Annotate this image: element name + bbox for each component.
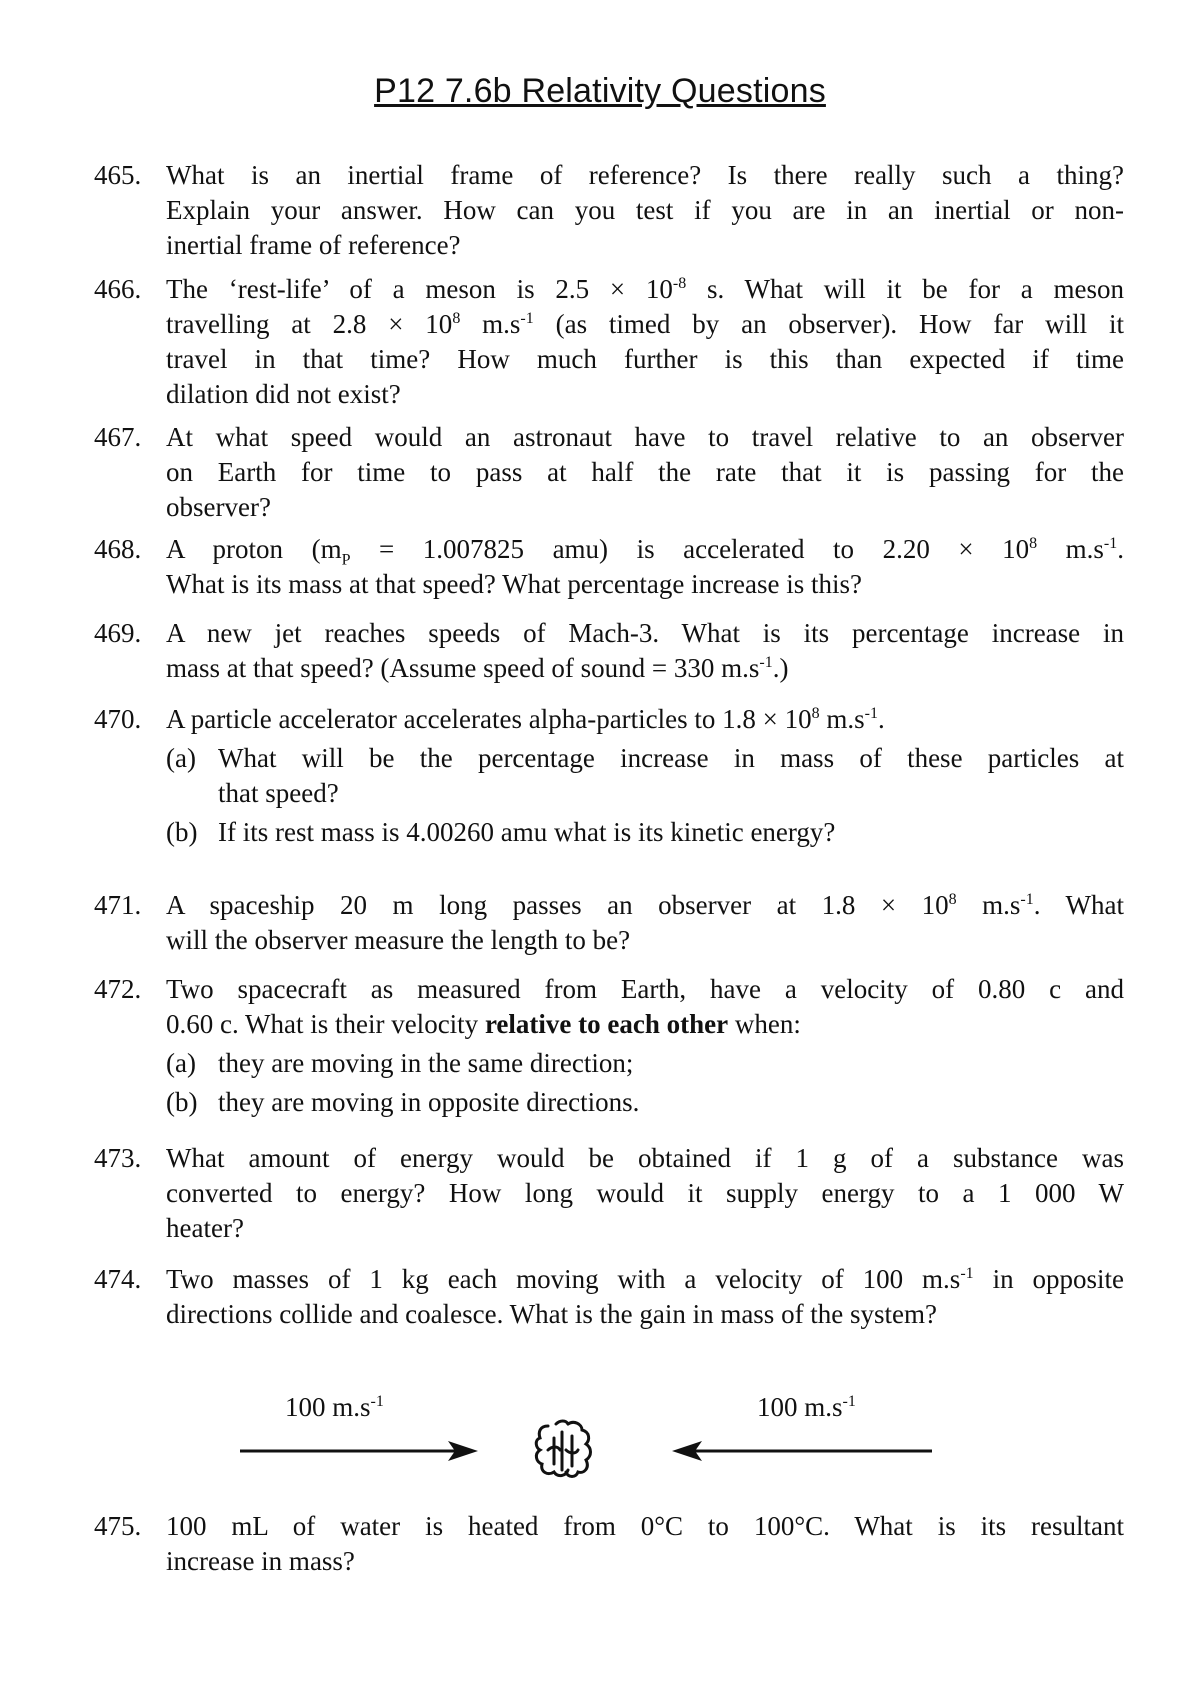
question-473 — [94, 1141, 1124, 1246]
text-run: 0.60 c. What is their velocity — [166, 1009, 485, 1039]
question-number: 472. — [94, 974, 142, 1004]
exponent: 8 — [811, 705, 820, 722]
question-number: 469. — [94, 618, 142, 648]
exponent: 8 — [948, 891, 957, 908]
question-474 — [94, 1262, 1124, 1332]
question-text-line: they are moving in opposite directions. — [218, 1087, 640, 1117]
question-text-line: directions collide and coalesce. What is the gain in mass of the system? — [166, 1299, 938, 1329]
text-run: m.s — [1037, 534, 1104, 564]
question-text-line: they are moving in the same direction; — [218, 1048, 634, 1078]
exponent: 8 — [452, 310, 461, 327]
question-469 — [94, 616, 1124, 686]
subscript: P — [341, 551, 351, 569]
text-run: A particle accelerator accelerates alpha-particles to 1.8 × 10 — [166, 704, 812, 734]
question-text-line: What will be the percentage increase in mass of these particles at — [218, 743, 1124, 773]
question-text-line: heater? — [166, 1213, 244, 1243]
question-472 — [94, 972, 1124, 1120]
text-run: in opposite — [973, 1264, 1124, 1294]
text-run: . What — [1033, 890, 1125, 920]
text-run: m.s — [460, 309, 521, 339]
question-text-line: Two spacecraft as measured from Earth, have a velocity of 0.80 c and — [166, 974, 1124, 1004]
question-text-line — [166, 651, 1124, 686]
question-number: 465. — [94, 160, 142, 190]
left-arrow-icon — [672, 1441, 932, 1461]
text-run: 100 m.s — [285, 1392, 371, 1422]
question-text-line: increase in mass? — [166, 1546, 355, 1576]
exponent: -1 — [960, 1265, 974, 1282]
exponent: -1 — [520, 310, 534, 327]
question-468 — [94, 532, 1124, 602]
sub-question-label: (a) — [166, 1048, 196, 1078]
question-text-line: inertial frame of reference? — [166, 230, 461, 260]
colliding-masses-icon — [536, 1421, 590, 1477]
question-text-line — [166, 272, 1124, 307]
exponent: -1 — [1020, 891, 1034, 908]
question-text-line: dilation did not exist? — [166, 379, 401, 409]
exponent: -1 — [759, 654, 773, 671]
question-467 — [94, 420, 1124, 525]
text-run: m.s — [819, 704, 865, 734]
text-run: mass at that speed? (Assume speed of sound = 330 m.s — [166, 653, 760, 683]
question-text-line: What is its mass at that speed? What percentage increase is this? — [166, 569, 863, 599]
question-470 — [94, 702, 1124, 850]
text-run: . — [877, 704, 885, 734]
text-run: travelling at 2.8 × 10 — [166, 309, 453, 339]
text-run: = 1.007825 amu) is accelerated to 2.20 × 10 — [350, 534, 1030, 564]
question-text-line: A new jet reaches speeds of Mach-3. What is its percentage increase in — [166, 618, 1124, 648]
question-text-line — [166, 1262, 1124, 1297]
question-number: 475. — [94, 1511, 142, 1541]
exponent: -1 — [842, 1393, 856, 1410]
emphasis-text: relative to each other — [484, 1009, 729, 1039]
text-run: .) — [772, 653, 789, 683]
sub-question-label: (a) — [166, 743, 196, 773]
text-run: . — [1117, 534, 1124, 564]
question-text-line: that speed? — [218, 778, 339, 808]
question-466 — [94, 272, 1124, 412]
text-run: 100 m.s — [757, 1392, 843, 1422]
question-text-line — [166, 702, 1124, 737]
question-number: 474. — [94, 1264, 142, 1294]
text-run: when: — [728, 1009, 801, 1039]
question-text-line — [166, 532, 1124, 567]
text-run: m.s — [956, 890, 1021, 920]
question-text-line: What is an inertial frame of reference? Is there really such a thing? — [166, 160, 1124, 190]
question-text-line: converted to energy? How long would it supply energy to a 1 000 W — [166, 1178, 1124, 1208]
exponent: -1 — [370, 1393, 384, 1410]
sub-question-b — [166, 815, 1124, 850]
question-text-line — [166, 307, 1124, 342]
sub-question-a — [166, 1046, 1124, 1081]
question-text-line: What amount of energy would be obtained if 1 g of a substance was — [166, 1143, 1124, 1173]
question-number: 473. — [94, 1143, 142, 1173]
exponent: -1 — [864, 705, 878, 722]
question-text-line: travel in that time? How much further is this than expected if time — [166, 344, 1124, 374]
question-text-line: Explain your answer. How can you test if you are in an inertial or non- — [166, 195, 1124, 225]
text-run: A proton (m — [166, 534, 342, 564]
question-465 — [94, 158, 1124, 263]
question-text-line: 100 mL of water is heated from 0°C to 100°C. What is its resultant — [166, 1511, 1124, 1541]
question-text-line — [166, 1007, 1124, 1042]
question-text-line: At what speed would an astronaut have to travel relative to an observer — [166, 422, 1124, 452]
question-text-line: will the observer measure the length to be? — [166, 925, 631, 955]
question-number: 468. — [94, 534, 142, 564]
question-number: 471. — [94, 890, 142, 920]
sub-question-label: (b) — [166, 817, 198, 847]
sub-question-label: (b) — [166, 1087, 198, 1117]
question-number: 466. — [94, 274, 142, 304]
question-471 — [94, 888, 1124, 958]
question-number: 467. — [94, 422, 142, 452]
sub-question-a — [166, 741, 1124, 811]
question-text-line: observer? — [166, 492, 271, 522]
question-text-line — [166, 888, 1124, 923]
right-arrow-icon — [240, 1441, 478, 1461]
text-run: The ‘rest-life’ of a meson is 2.5 × 10 — [166, 274, 673, 304]
question-number: 470. — [94, 704, 142, 734]
exponent: 8 — [1029, 535, 1038, 552]
text-run: s. What will it be for a meson — [686, 274, 1124, 304]
page-title: P12 7.6b Relativity Questions — [374, 72, 826, 110]
diagram-graphics — [0, 1380, 1200, 1490]
question-text-line: If its rest mass is 4.00260 amu what is its kinetic energy? — [218, 817, 836, 847]
question-text-line: on Earth for time to pass at half the rate that it is passing for the — [166, 457, 1124, 487]
collision-diagram — [0, 1380, 1200, 1490]
sub-question-b — [166, 1085, 1124, 1120]
text-run: A spaceship 20 m long passes an observer at 1.8 × 10 — [166, 890, 949, 920]
text-run: (as timed by an observer). How far will it — [533, 309, 1124, 339]
question-475 — [94, 1509, 1124, 1579]
exponent: -8 — [672, 275, 687, 292]
text-run: Two masses of 1 kg each moving with a velocity of 100 m.s — [166, 1264, 961, 1294]
exponent: -1 — [1103, 535, 1118, 552]
